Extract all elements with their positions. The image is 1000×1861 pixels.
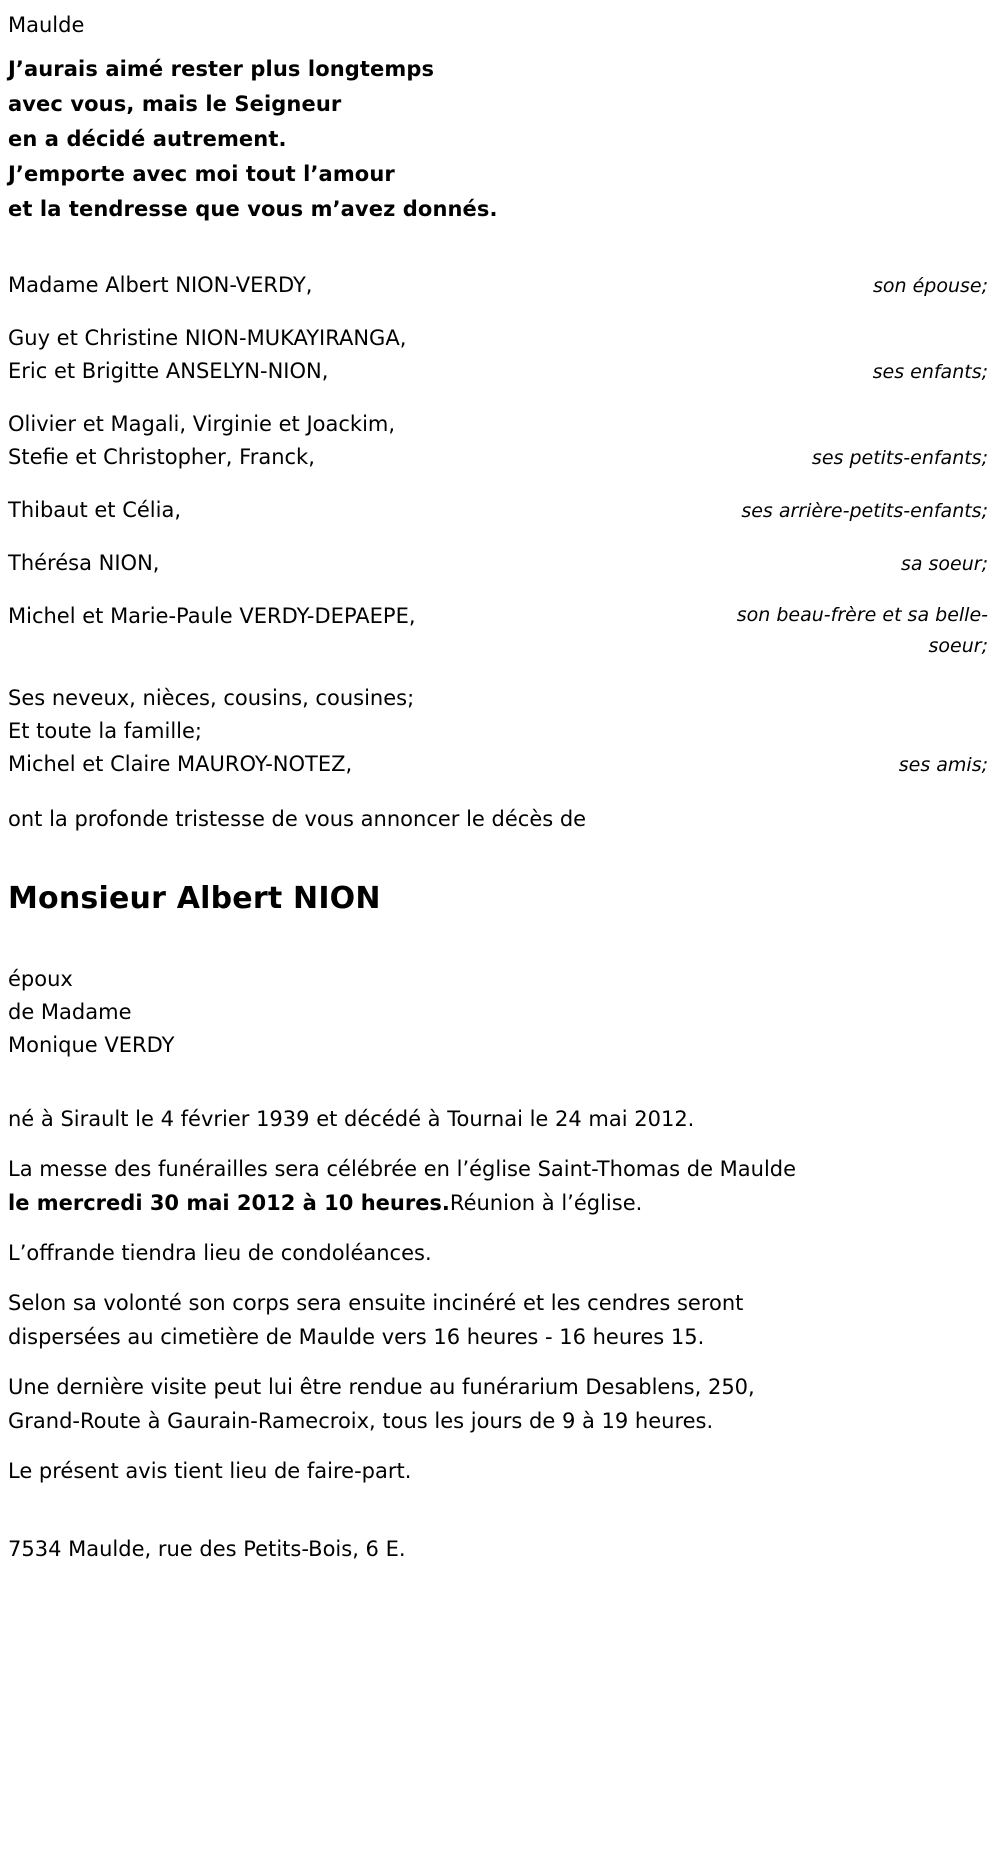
relation-label: ses enfants; xyxy=(872,361,988,383)
quote-line: et la tendresse que vous m’avez donnés. xyxy=(8,197,498,221)
relation-label: son beau-frère et sa belle-soeur; xyxy=(736,604,988,657)
quote-line: avec vous, mais le Seigneur xyxy=(8,92,342,116)
spouse-line: Monique VERDY xyxy=(8,1033,175,1057)
family-group xyxy=(8,494,990,527)
family-group xyxy=(8,600,990,662)
family-row xyxy=(8,322,990,388)
family-row xyxy=(8,494,990,527)
place-name: Maulde xyxy=(8,13,85,37)
family-group xyxy=(8,682,990,781)
quote-line: en a décidé autrement. xyxy=(8,127,287,151)
birth-death-line: né à Sirault le 4 février 1939 et décédé à Tournai le 24 mai 2012. xyxy=(8,1107,695,1131)
spouse-line: époux xyxy=(8,967,73,991)
family-name-line: Michel et Marie-Paule VERDY-DEPAEPE, xyxy=(8,604,416,628)
relation-label: ses arrière-petits-enfants; xyxy=(741,500,988,522)
family-group xyxy=(8,547,990,580)
family-name-line: Thérésa NION, xyxy=(8,551,160,575)
spouse-block xyxy=(8,963,990,1062)
mass-text-before: La messe des funérailles sera célébrée en l’église Saint-Thomas de Maulde xyxy=(8,1157,797,1181)
family-group xyxy=(8,408,990,474)
relation-label: son épouse; xyxy=(872,275,988,297)
announcement-line: ont la profonde tristesse de vous annoncer le décès de xyxy=(8,807,587,831)
family-name-line: Et toute la famille; xyxy=(8,719,202,743)
offering-line: L’offrande tiendra lieu de condoléances. xyxy=(8,1241,432,1265)
family-name-line: Ses neveux, nièces, cousins, cousines; xyxy=(8,686,415,710)
family-name-line: Eric et Brigitte ANSELYN-NION, xyxy=(8,359,329,383)
deceased-name: Monsieur Albert NION xyxy=(8,881,381,916)
mass-info xyxy=(8,1152,808,1220)
family-name-line: Madame Albert NION-VERDY, xyxy=(8,273,313,297)
family-name-line: Michel et Claire MAUROY-NOTEZ, xyxy=(8,752,353,776)
quote-line: J’emporte avec moi tout l’amour xyxy=(8,162,395,186)
family-row xyxy=(8,269,990,302)
relation-label: ses amis; xyxy=(898,754,988,776)
memorial-quote xyxy=(8,52,990,227)
mass-datetime: le mercredi 30 mai 2012 à 10 heures. xyxy=(8,1191,450,1215)
family-names xyxy=(8,600,416,633)
family-names xyxy=(8,494,181,527)
details-section xyxy=(8,1102,990,1488)
family-name-line: Olivier et Magali, Virginie et Joackim, xyxy=(8,412,396,436)
family-name-line: Guy et Christine NION-MUKAYIRANGA, xyxy=(8,326,407,350)
family-row xyxy=(8,547,990,580)
mass-text-after: Réunion à l’église. xyxy=(449,1191,643,1215)
spouse-line: de Madame xyxy=(8,1000,132,1024)
family-names xyxy=(8,322,406,388)
family-list xyxy=(8,269,990,781)
family-row xyxy=(8,682,990,781)
family-names xyxy=(8,547,159,580)
family-names xyxy=(8,408,395,474)
cremation-line: Selon sa volonté son corps sera ensuite incinéré et les cendres seront dispersées au cimetière de Maulde vers 16 heures - 16 heures 15. xyxy=(8,1291,744,1349)
family-name-line: Thibaut et Célia, xyxy=(8,498,182,522)
family-row xyxy=(8,600,990,662)
family-row xyxy=(8,408,990,474)
quote-line: J’aurais aimé rester plus longtemps xyxy=(8,57,435,81)
address-line: 7534 Maulde, rue des Petits-Bois, 6 E. xyxy=(8,1537,406,1561)
family-group xyxy=(8,322,990,388)
visit-line: Une dernière visite peut lui être rendue au funérarium Desablens, 250, Grand-Route à Gaurain-Ramecroix, tous les jours de 9 à 19 heures. xyxy=(8,1375,755,1433)
relation-label: ses petits-enfants; xyxy=(811,447,988,469)
family-group xyxy=(8,269,990,302)
family-name-line: Stefie et Christopher, Franck, xyxy=(8,445,315,469)
family-names xyxy=(8,682,414,781)
notice-line: Le présent avis tient lieu de faire-part. xyxy=(8,1459,412,1483)
relation-label: sa soeur; xyxy=(900,553,988,575)
family-names xyxy=(8,269,312,302)
